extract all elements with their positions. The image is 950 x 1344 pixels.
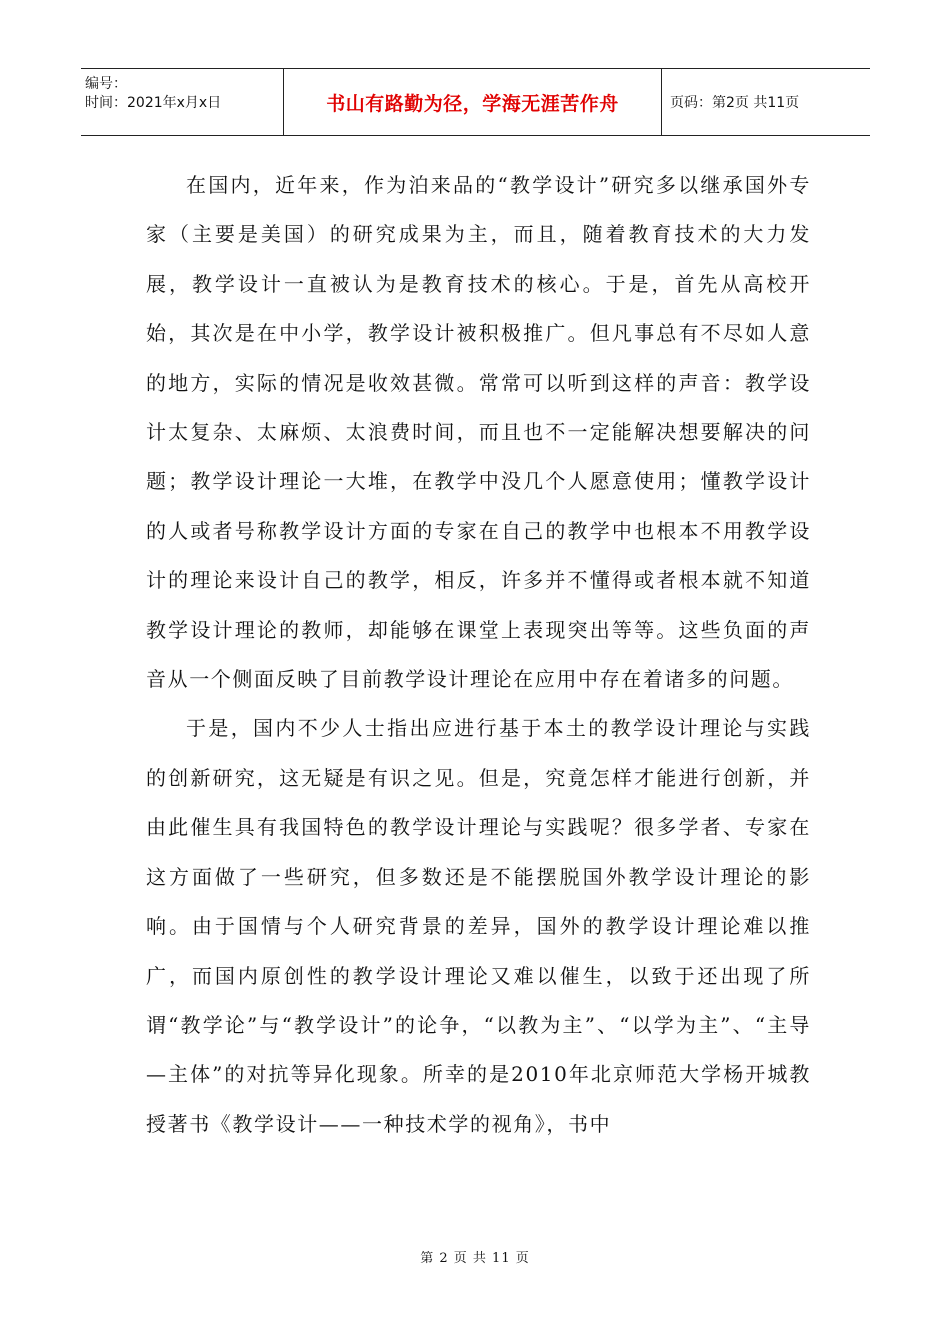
document-number-label: 编号： <box>85 76 127 92</box>
header-motto: 书山有路勤为径，学海无涯苦作舟 <box>284 69 662 135</box>
document-body <box>146 161 811 1149</box>
body-paragraph-2: 于是，国内不少人士指出应进行基于本土的教学设计理论与实践的创新研究，这无疑是有识之见。但是，究竟怎样才能进行创新，并由此催生具有我国特色的教学设计理论与实践呢？很多学者、专家在这方面做了一些研究，但多数还是不能摆脱国外教学设计理论的影响。由于国情与个人研究背景的差异，国外的教学设计理论难以推广，而国内原创性的教学设计理论又难以催生，以致于还出现了所谓“教学论”与“教学设计”的论争，“以教为主”、“以学为主”、“主导—主体”的对抗等异化现象。所幸的是2010年北京师范大学杨开城教授著书《教学设计——一种技术学的视角》，书中 <box>146 716 811 1136</box>
page-header <box>81 68 870 136</box>
page-footer: 第 2 页 共 11 页 <box>420 1251 530 1266</box>
body-paragraph-1: 在国内，近年来，作为泊来品的“教学设计”研究多以继承国外专家（主要是美国）的研究成果为主，而且，随着教育技术的大力发展，教学设计一直被认为是教育技术的核心。于是，首先从高校开始，其次是在中小学，教学设计被积极推广。但凡事总有不尽如人意的地方，实际的情况是收效甚微。常常可以听到这样的声音：教学设计太复杂、太麻烦、太浪费时间，而且也不一定能解决想要解决的问题；教学设计理论一大堆，在教学中没几个人愿意使用；懂教学设计的人或者号称教学设计方面的专家在自己的教学中也根本不用教学设计的理论来设计自己的教学，相反，许多并不懂得或者根本就不知道教学设计理论的教师，却能够在课堂上表现突出等等。这些负面的声音从一个侧面反映了目前教学设计理论在应用中存在着诸多的问题。 <box>146 173 811 692</box>
header-meta-cell <box>81 69 284 135</box>
header-page-info: 页码：第2页 共11页 <box>670 95 800 111</box>
document-date: 时间：2021年x月x日 <box>85 95 222 111</box>
